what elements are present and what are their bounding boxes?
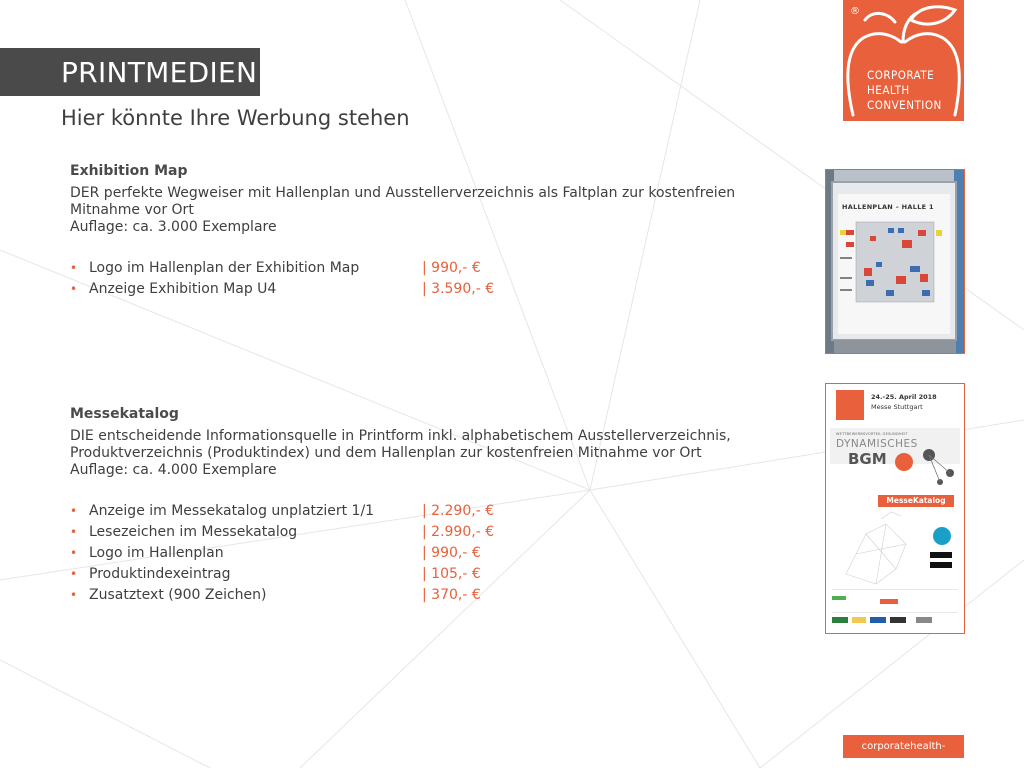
messekatalog-section: [70, 406, 760, 606]
catalog-cover-graphics: [826, 384, 964, 633]
list-item: • Lesezeichen im Messekatalog | 2.990,- €: [70, 522, 760, 543]
bullet-icon: •: [70, 525, 78, 539]
registered-mark: ®: [850, 6, 860, 17]
page-subtitle: Hier könnte Ihre Werbung stehen: [61, 106, 410, 130]
exhibition-map-price-list: [70, 258, 760, 300]
price: | 990,- €: [422, 545, 481, 561]
exhibition-map-heading: Exhibition Map: [70, 163, 188, 179]
exhibition-map-description: DER perfekte Wegweiser mit Hallenplan und Ausstellerverzeichnis als Faltplan zur kostenfreien Mitnahme vor Ort Auflage: ca. 3.000 Exemplare: [70, 185, 736, 235]
price: | 2.990,- €: [422, 524, 495, 540]
hallenplan-photo: [825, 169, 965, 354]
price: | 2.290,- €: [422, 503, 495, 519]
list-item: • Produktindexeintrag | 105,- €: [70, 564, 760, 585]
list-item: • Anzeige Exhibition Map U4 | 3.590,- €: [70, 279, 760, 300]
logo-brand-text: CORPORATE HEALTH CONVENTION: [867, 68, 942, 112]
list-item: • Anzeige im Messekatalog unplatziert 1/1 | 2.290,- €: [70, 501, 760, 522]
messekatalog-cover: [825, 383, 965, 634]
messekatalog-heading: Messekatalog: [70, 406, 179, 422]
catalog-badge: MesseKatalog: [878, 495, 954, 507]
list-item: • Logo im Hallenplan | 990,- €: [70, 543, 760, 564]
bullet-icon: •: [70, 588, 78, 602]
list-item: • Zusatztext (900 Zeichen) | 370,- €: [70, 585, 760, 606]
page-title: PRINTMEDIEN: [61, 56, 258, 89]
price: | 370,- €: [422, 587, 481, 603]
hallenplan-sign-title: HALLENPLAN – HALLE 1: [842, 203, 934, 211]
bullet-icon: •: [70, 546, 78, 560]
messekatalog-description: DIE entscheidende Informationsquelle in Printform inkl. alphabetischem Ausstellerverzeichnis, Produktverzeichnis (Produktindex) und dem Hallenplan zur kostenfreien Mitnahme vor Ort Auflage: ca. 4.000 Exemplare: [70, 428, 731, 478]
catalog-headline-2: BGM: [848, 450, 887, 468]
bullet-icon: •: [70, 504, 78, 518]
price: | 105,- €: [422, 566, 481, 582]
bullet-icon: •: [70, 261, 78, 275]
price: | 3.590,- €: [422, 281, 495, 297]
corporate-health-convention-logo: [843, 0, 964, 121]
catalog-tagline: WETTBEWERBSVORTEIL GESUNDHEIT: [836, 432, 908, 436]
price: | 990,- €: [422, 260, 481, 276]
bullet-icon: •: [70, 567, 78, 581]
catalog-date: 24.-25. April 2018: [871, 393, 937, 401]
catalog-headline-1: DYNAMISCHES: [836, 438, 918, 450]
list-item: • Logo im Hallenplan der Exhibition Map | 990,- €: [70, 258, 760, 279]
bullet-icon: •: [70, 282, 78, 296]
catalog-venue: Messe Stuttgart: [871, 403, 923, 411]
footer-url-link[interactable]: corporatehealth-expo.de: [843, 735, 964, 758]
hallenplan-sign-image: [826, 170, 964, 353]
messekatalog-price-list: [70, 501, 760, 606]
exhibition-map-section: [70, 163, 760, 300]
